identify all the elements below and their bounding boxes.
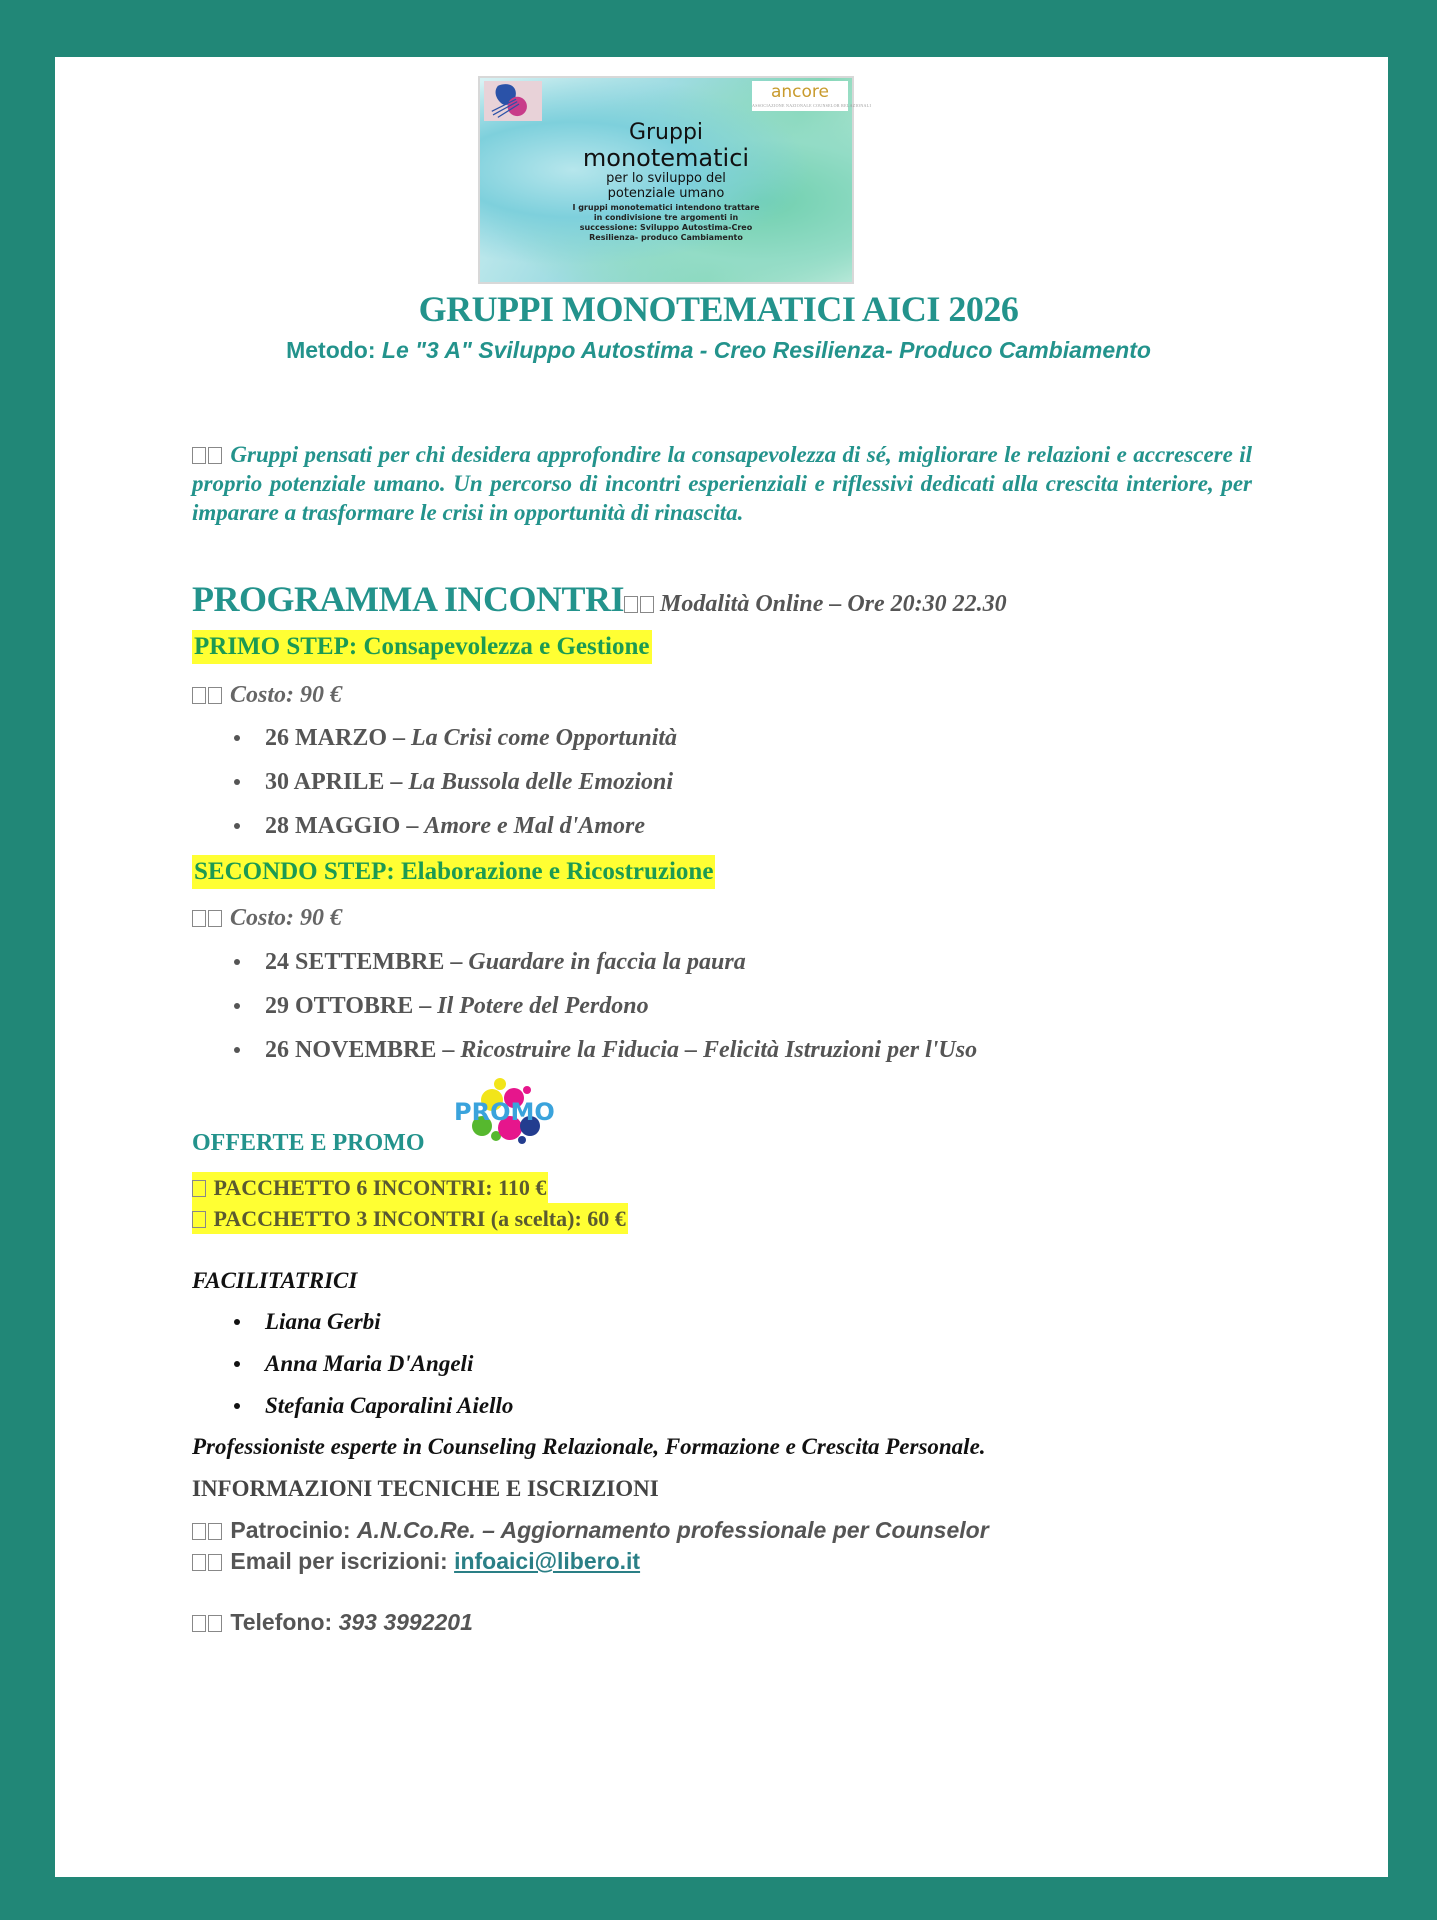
facilitator-name: Anna Maria D'Angeli [232,1343,513,1385]
emoji-placeholder-icon [192,910,206,927]
banner-subtitle [606,171,726,201]
emoji-placeholder-icon [208,1523,222,1540]
emoji-placeholder-icon [192,687,206,704]
banner-description-line: in condivisione tre argomenti in [593,213,739,222]
emoji-placeholder-icon [208,1615,222,1632]
ancore-logo-tagline: ASSOCIAZIONE NAZIONALE COUNSELOR RELAZIONALI [752,103,872,108]
step-title-2: SECONDO STEP: Elaborazione e Ricostruzione [192,855,715,889]
event-item: 30 APRILE – La Bussola delle Emozioni [232,760,677,804]
email-link[interactable]: infoaici@libero.it [454,1548,641,1574]
event-item: 24 SETTEMBRE – Guardare in faccia la paura [232,940,977,984]
step-title-1: PRIMO STEP: Consapevolezza e Gestione [192,630,652,664]
promo-badge-text: PROMO [454,1098,555,1126]
event-item: 26 NOVEMBRE – Ricostruire la Fiducia – Felicità Istruzioni per l'Uso [232,1028,977,1072]
banner-subtitle-line1: per lo sviluppo del [606,171,726,186]
step-2-events [232,940,977,1072]
emoji-placeholder-icon [192,1523,206,1540]
info-heading: INFORMAZIONI TECNICHE E ISCRIZIONI [192,1476,659,1501]
emoji-placeholder-icon [624,596,638,613]
event-item: 29 OTTOBRE – Il Potere del Perdono [232,984,977,1028]
program-heading-text: PROGRAMMA INCONTRI [192,579,624,619]
phone-line: Telefono: 393 3992201 [192,1607,473,1637]
emoji-placeholder-icon [192,447,206,464]
facilitator-name: Stefania Caporalini Aiello [232,1385,513,1427]
method-subtitle [0,335,1437,365]
offers-heading: OFFERTE E PROMO [192,1130,425,1156]
butterfly-logo-icon [484,81,542,121]
promo-badge-icon [452,1078,572,1158]
step-cost-1: Costo: 90 € [192,680,342,710]
banner-description-line: Resilienza- produco Cambiamento [589,233,743,242]
emoji-placeholder-icon [192,1615,206,1632]
facilitators-list [232,1301,513,1427]
patronage-line: Patrocinio: A.N.Co.Re. – Aggiornamento professionale per Counselor [192,1515,989,1545]
method-label: Metodo: [286,337,376,363]
facilitators-description: Professioniste esperte in Counseling Relazionale, Formazione e Crescita Personale. [192,1434,986,1459]
banner-title-line1: Gruppi [628,120,704,145]
banner-description-line: I gruppi monotematici intendono trattare [572,203,760,212]
banner-subtitle-line2: potenziale umano [607,186,725,201]
emoji-placeholder-icon [192,1211,206,1228]
ancore-logo [752,81,872,111]
event-item: 28 MAGGIO – Amore e Mal d'Amore [232,804,677,848]
step-1-events [232,716,677,848]
emoji-placeholder-icon [192,1180,206,1197]
emoji-placeholder-icon [192,1554,206,1571]
package-offer-2: PACCHETTO 3 INCONTRI (a scelta): 60 € [192,1203,628,1234]
package-offer-1: PACCHETTO 6 INCONTRI: 110 € [192,1172,548,1203]
email-line: Email per iscrizioni: infoaici@libero.it [192,1546,640,1576]
emoji-placeholder-icon [208,910,222,927]
event-item: 26 MARZO – La Crisi come Opportunità [232,716,677,760]
intro-text: Gruppi pensati per chi desidera approfondire la consapevolezza di sé, migliorare le relazioni e accrescere il proprio potenziale umano. Un percorso di incontri esperienziali e riflessivi dedicati alla crescita interiore, per imparare a trasformare le crisi in opportunità di rinascita. [192,442,1253,525]
banner-description-line: successione: Sviluppo Autostima-Creo [579,223,753,232]
method-text: Le "3 A" Sviluppo Autostima - Creo Resilienza- Produco Cambiamento [381,337,1151,363]
banner-logos-row [484,81,872,121]
step-cost-2: Costo: 90 € [192,903,342,933]
program-heading [192,578,1007,628]
facilitators-heading: FACILITATRICI [192,1268,358,1293]
emoji-placeholder-icon [208,687,222,704]
ancore-logo-text: ancore [770,82,829,102]
page-title: GRUPPI MONOTEMATICI AICI 2026 [418,289,1019,329]
emoji-placeholder-icon [640,596,654,613]
emoji-placeholder-icon [208,1554,222,1571]
banner-title-line2: monotematici [582,144,750,172]
header-banner-image [478,76,872,284]
banner-description [572,203,759,243]
program-mode: Modalità Online – Ore 20:30 22.30 [659,591,1007,617]
emoji-placeholder-icon [208,447,222,464]
facilitator-name: Liana Gerbi [232,1301,513,1343]
intro-paragraph [192,440,1252,527]
